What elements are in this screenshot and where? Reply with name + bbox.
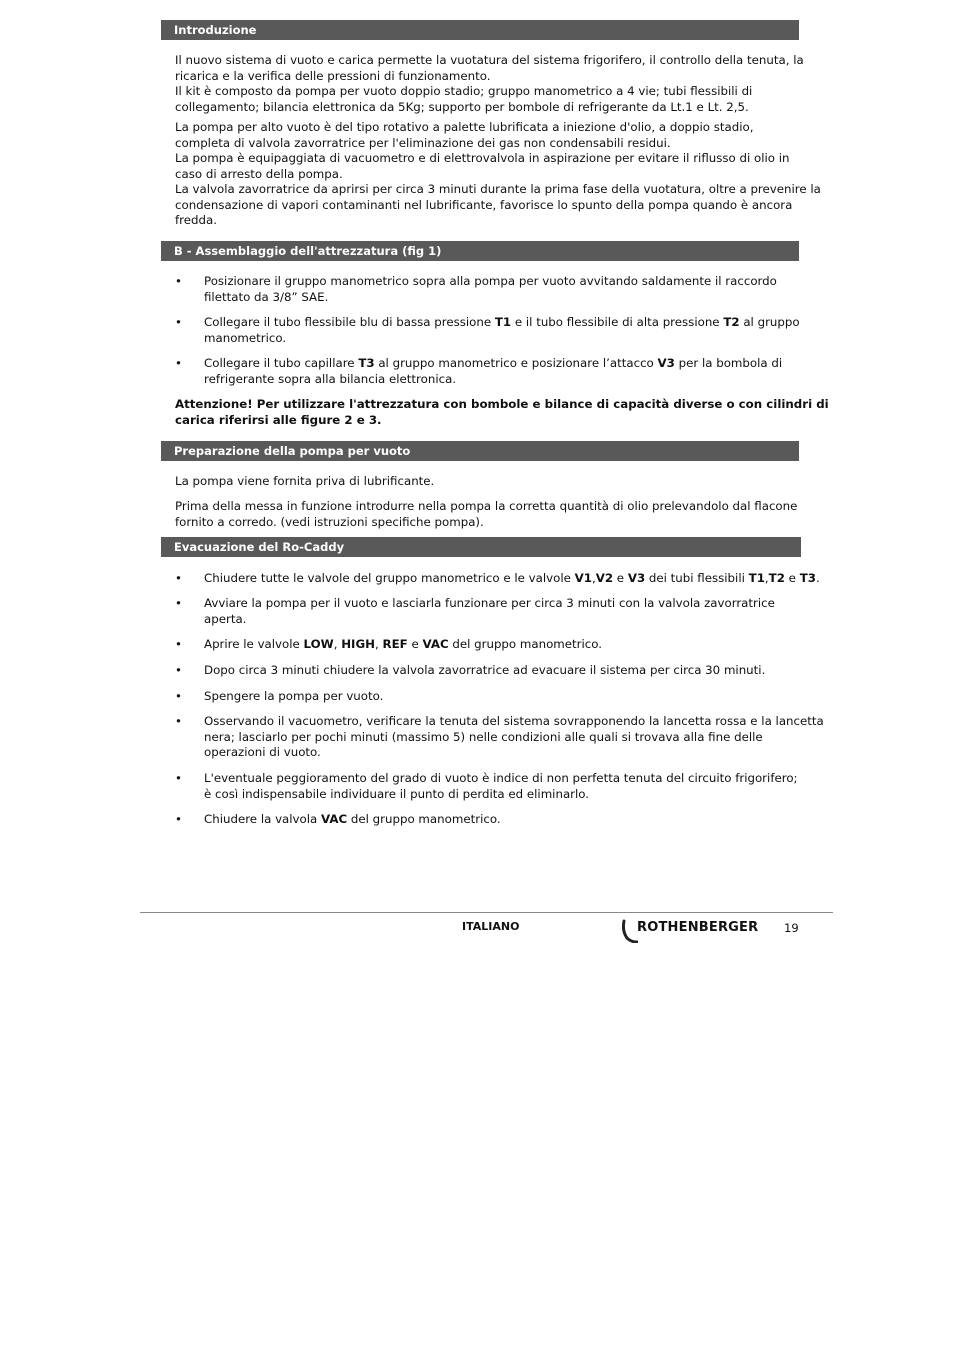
text-line: è così indispensabile individuare il punto di perdita ed eliminarlo.	[204, 786, 590, 801]
list-item-text	[204, 714, 824, 761]
bullet: •	[175, 315, 182, 329]
list-item-text	[204, 771, 798, 802]
text-line	[204, 637, 794, 653]
footer-language: ITALIANO	[462, 920, 520, 933]
label-low: LOW	[303, 637, 334, 651]
warning-note	[175, 397, 829, 428]
section-header-introduzione: Introduzione	[161, 20, 799, 40]
text-line: aperta.	[204, 611, 247, 626]
text: ,	[591, 571, 596, 585]
label-t2: T2	[723, 315, 740, 329]
text-line: Il nuovo sistema di vuoto e carica permette la vuotatura del sistema frigorifero, il controllo della tenuta, la	[175, 53, 804, 67]
text: al gruppo manometrico e posizionare l’attacco	[374, 356, 658, 370]
footer-divider	[140, 912, 833, 913]
text-line: refrigerante sopra alla bilancia elettronica.	[204, 371, 457, 386]
text-line: Il kit è composto da pompa per vuoto doppio stadio; gruppo manometrico a 4 vie; tubi flessibili di	[175, 84, 753, 98]
label-vac: VAC	[321, 812, 348, 826]
bullet: •	[175, 596, 182, 610]
list-item-text	[204, 689, 794, 705]
page-number: 19	[784, 921, 799, 935]
intro-paragraph-2	[175, 120, 821, 229]
pump-prep-paragraph-1	[175, 474, 795, 490]
text-line: Prima della messa in funzione introdurre nella pompa la corretta quantità di olio prelevandolo dal flacone	[175, 499, 798, 513]
label-vac: VAC	[422, 637, 449, 651]
text: e	[407, 637, 423, 651]
text-line: fornito a corredo. (vedi istruzioni specifiche pompa).	[175, 514, 484, 529]
text-line: nera; lasciarlo per pochi minuti (massimo 5) nelle condizioni alle quali si trovava alla fine delle	[204, 729, 763, 744]
bullet: •	[175, 356, 182, 370]
text: ,	[333, 637, 342, 651]
text-line: La pompa è equipaggiata di vacuometro e di elettrovalvola in aspirazione per evitare il riflusso di olio in	[175, 151, 790, 165]
text: al gruppo	[739, 315, 800, 329]
label-t2: T2	[768, 571, 785, 585]
logo-arc-icon	[620, 919, 638, 943]
text-line: condensazione di vapori contaminanti nel lubrificante, favorisce lo spunto della pompa quando è ancora	[175, 197, 793, 212]
text-line	[204, 812, 794, 828]
label-t3: T3	[358, 356, 375, 370]
text-line: collegamento; bilancia elettronica da 5Kg; supporto per bombole di refrigerante da Lt.1 e Lt. 2,5.	[175, 99, 749, 114]
text: Aprire le valvole	[204, 637, 304, 651]
list-item-text	[204, 812, 794, 828]
text-line: ricarica e la verifica delle pressioni di funzionamento.	[175, 68, 491, 83]
list-item-text	[204, 315, 800, 346]
text-line: filettato da 3/8” SAE.	[204, 289, 329, 304]
brand-name: ROTHENBERGER	[637, 920, 759, 935]
text-line: Spengere la pompa per vuoto.	[204, 689, 384, 703]
text-line: caso di arresto della pompa.	[175, 166, 343, 181]
bullet: •	[175, 689, 182, 703]
label-v3: V3	[627, 571, 646, 585]
bullet: •	[175, 663, 182, 677]
text-line: fredda.	[175, 213, 217, 227]
list-item-text	[204, 637, 794, 653]
text-line: La pompa viene fornita priva di lubrificante.	[175, 474, 435, 488]
list-item-text	[204, 663, 794, 679]
text-line: Avviare la pompa per il vuoto e lasciarla funzionare per circa 3 minuti con la valvola zavorratrice	[204, 596, 775, 610]
text-line	[204, 571, 820, 587]
text: e il tubo flessibile di alta pressione	[511, 315, 724, 329]
text: e	[784, 571, 800, 585]
pump-prep-paragraph-2	[175, 499, 798, 530]
text-line: La valvola zavorratrice da aprirsi per circa 3 minuti durante la prima fase della vuotatura, oltre a prevenire la	[175, 182, 821, 196]
text: del gruppo manometrico.	[448, 637, 603, 651]
section-header-assemblaggio: B - Assemblaggio dell'attrezzatura (fig 1)	[161, 241, 799, 261]
list-item-text	[204, 356, 794, 387]
bullet: •	[175, 637, 182, 651]
text: Chiudere tutte le valvole del gruppo manometrico e le valvole	[204, 571, 575, 585]
text-line: Posizionare il gruppo manometrico sopra alla pompa per vuoto avvitando saldamente il raccordo	[204, 274, 777, 288]
text-line: operazioni di vuoto.	[204, 745, 321, 759]
bullet: •	[175, 714, 182, 728]
list-item-text	[204, 571, 820, 587]
text: e	[613, 571, 628, 585]
intro-paragraph-1	[175, 53, 804, 115]
text-line: carica riferirsi alle figure 2 e 3.	[175, 412, 382, 427]
text: Collegare il tubo flessibile blu di bassa pressione	[204, 315, 495, 329]
label-v1: V1	[574, 571, 592, 585]
text: Chiudere la valvola	[204, 812, 322, 826]
text-line	[204, 315, 800, 331]
text-line	[204, 356, 794, 372]
label-v3: V3	[657, 356, 675, 370]
section-header-evacuazione: Evacuazione del Ro-Caddy	[161, 537, 801, 557]
list-item-text	[204, 596, 794, 627]
text: ,	[764, 571, 769, 585]
text-line: completa di valvola zavorratrice per l'eliminazione dei gas non condensabili residui.	[175, 135, 671, 150]
label-ref: REF	[382, 637, 408, 651]
bullet: •	[175, 812, 182, 826]
text-line: Osservando il vacuometro, verificare la tenuta del sistema sovrapponendo la lancetta rossa e la lancetta	[204, 714, 824, 728]
text-line: Attenzione! Per utilizzare l'attrezzatura con bombole e bilance di capacità diverse o con cilindri di	[175, 397, 829, 411]
label-t1: T1	[494, 315, 512, 329]
text: Collegare il tubo capillare	[204, 356, 359, 370]
text: .	[815, 571, 820, 585]
label-t3: T3	[799, 571, 816, 585]
bullet: •	[175, 571, 182, 585]
text-line: L'eventuale peggioramento del grado di vuoto è indice di non perfetta tenuta del circuito frigorifero;	[204, 771, 798, 785]
label-t1: T1	[748, 571, 765, 585]
text-line: Dopo circa 3 minuti chiudere la valvola zavorratrice ad evacuare il sistema per circa 30 minuti.	[204, 663, 766, 677]
bullet: •	[175, 771, 182, 785]
text: dei tubi flessibili	[645, 571, 749, 585]
text: per la bombola di	[674, 356, 783, 370]
list-item-text	[204, 274, 794, 305]
text: ,	[375, 637, 383, 651]
section-header-preparazione-pompa: Preparazione della pompa per vuoto	[161, 441, 799, 461]
bullet: •	[175, 274, 182, 288]
label-v2: V2	[595, 571, 614, 585]
label-high: HIGH	[341, 637, 376, 651]
text-line: La pompa per alto vuoto è del tipo rotativo a palette lubrificata a iniezione d'olio, a doppio stadio,	[175, 120, 754, 134]
text: del gruppo manometrico.	[347, 812, 501, 826]
text-line: manometrico.	[204, 330, 287, 345]
